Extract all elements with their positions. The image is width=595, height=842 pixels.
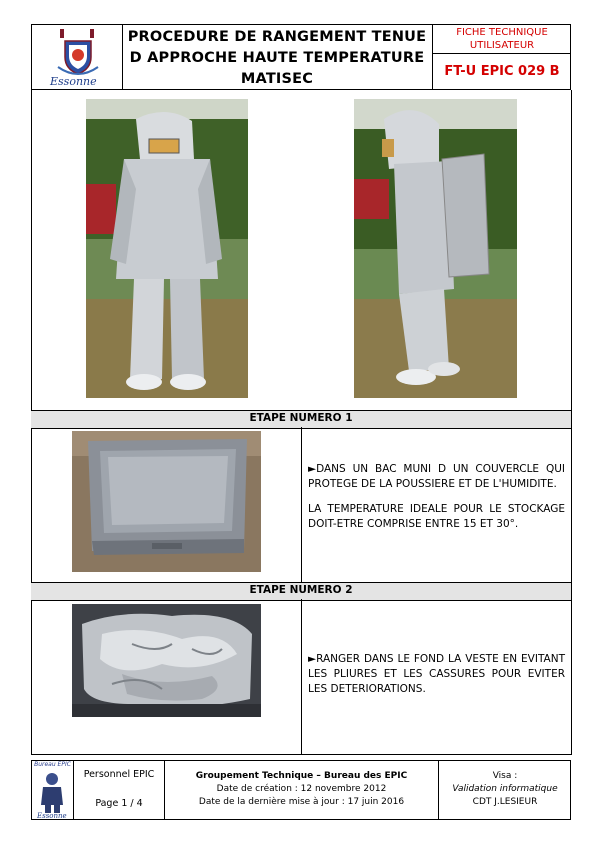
step-2-header: ETAPE NUMERO 2 — [31, 582, 571, 601]
epic-logo-caption: Bureau EPIC — [34, 761, 71, 768]
suit-side-photo — [354, 99, 517, 398]
footer-visa: Visa : — [492, 771, 518, 781]
suit-front-photo — [86, 99, 248, 398]
page-title: PROCEDURE DE RANGEMENT TENUE D APPROCHE HAUTE TEMPERATURE MATISEC — [127, 29, 427, 87]
step-1-text — [308, 462, 565, 542]
epic-logo — [33, 761, 72, 819]
footer-validation: Validation informatique — [452, 784, 558, 794]
step-2-paragraph-1: ►RANGER DANS LE FOND LA VESTE EN EVITANT LES PLIURES ET LES CASSURES POUR EVITER LES DETERIORATIONS. — [308, 653, 565, 695]
footer-updated-date: Date de la dernière mise à jour : 17 juin 2016 — [198, 797, 405, 807]
footer-page-number: Page 1 / 4 — [95, 798, 143, 809]
footer-created-date: Date de création : 12 novembre 2012 — [216, 784, 387, 794]
footer-group: Groupement Technique – Bureau des EPIC — [195, 771, 408, 781]
step-1-header: ETAPE NUMERO 1 — [31, 410, 571, 429]
svg-text:Essonne: Essonne — [50, 75, 97, 87]
doc-type: FICHE TECHNIQUE UTILISATEUR — [456, 27, 548, 51]
svg-text:Essonne: Essonne — [37, 812, 67, 819]
footer-cdt: CDT J.LESIEUR — [472, 797, 538, 807]
folded-suit-photo — [72, 604, 261, 717]
sdis-logo — [40, 27, 116, 87]
step-1-paragraph-2: LA TEMPERATURE IDEALE POUR LE STOCKAGE DOIT-ETRE COMPRISE ENTRE 15 ET 30°. — [308, 503, 565, 530]
step-2-text — [308, 652, 565, 707]
step-1-paragraph-1: ►DANS UN BAC MUNI D UN COUVERCLE QUI PROTEGE DE LA POUSSIERE ET DE L'HUMIDITE. — [308, 463, 565, 490]
doc-reference: FT-U EPIC 029 B — [444, 64, 560, 79]
storage-box-photo — [72, 431, 261, 572]
footer-personnel: Personnel EPIC — [83, 769, 155, 780]
